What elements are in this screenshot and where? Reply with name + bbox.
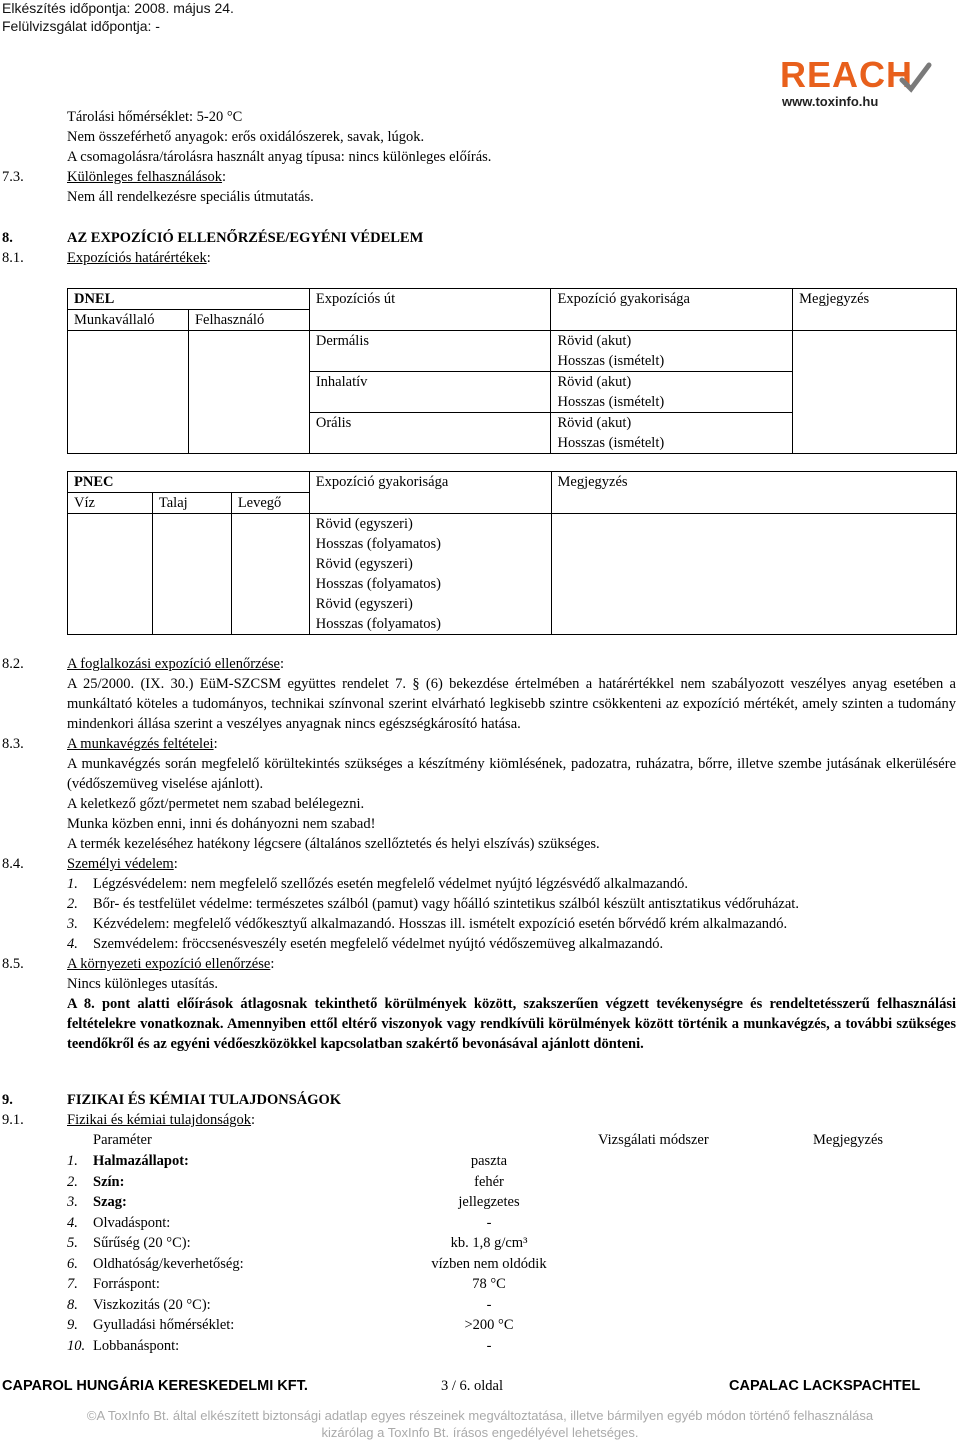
section-8-4-number: 8.4. (2, 856, 24, 872)
property-row (67, 1233, 667, 1254)
properties-list (67, 1151, 667, 1356)
property-value: >200 °C (464, 1317, 514, 1333)
property-number: 10. (67, 1337, 86, 1354)
property-value: 78 °C (472, 1276, 506, 1292)
dnel-frequency: Rövid (akut) Hosszas (ismételt) (551, 331, 793, 372)
section-8-3-number: 8.3. (2, 736, 24, 752)
dnel-table (67, 288, 957, 454)
property-row (67, 1336, 667, 1357)
pnec-table (67, 471, 957, 635)
property-label: Oldhatóság/keverhetőség: (93, 1255, 244, 1272)
section-8-title: AZ EXPOZÍCIÓ ELLENŐRZÉSE/EGYÉNI VÉDELEM (67, 230, 424, 246)
pnec-col-note: Megjegyzés (551, 472, 956, 514)
property-number: 2. (67, 1173, 78, 1190)
dnel-col-frequency: Expozíció gyakorisága (551, 289, 793, 331)
property-number: 5. (67, 1235, 78, 1251)
dnel-route: Dermális (309, 331, 551, 372)
section-8-5-title: A környezeti expozíció ellenőrzése: (67, 956, 275, 972)
section-8-2-text: A 25/2000. (IX. 30.) EüM-SZCSM együttes rendelet 7. § (6) bekezdése értelmében a határértékkel nem szabályozott veszélyes anyag esetében a munkáltató köteles a tudományos, technikai színvonal szerint elvárható legkisebb szintre csökkenteni az expozíció mértékét, amely szinten a tudomány mindenkori állása szerint a veszélyes anyagnak nincs egészségkárosító hatása. (67, 676, 956, 732)
pnec-sub-air: Levegő (231, 493, 309, 514)
property-label: Halmazállapot: (93, 1153, 189, 1169)
section-8-3-title: A munkavégzés feltételei: (67, 736, 218, 752)
list-item: 3. Kézvédelem: megfelelő védőkesztyű alkalmazandó. Hosszas ill. ismételt expozíció esetén bőrvédő krém alkalmazandó. (67, 916, 788, 932)
dnel-sub-user: Felhasználó (188, 310, 309, 331)
logo-word: REACH (780, 54, 914, 95)
property-row (67, 1151, 667, 1172)
dnel-frequency: Rövid (akut) Hosszas (ismételt) (551, 413, 793, 454)
section-9-number: 9. (2, 1092, 13, 1108)
property-row (67, 1295, 667, 1316)
property-value: vízben nem oldódik (431, 1255, 547, 1272)
property-number: 3. (67, 1194, 78, 1210)
col-note: Megjegyzés (813, 1132, 884, 1148)
property-label: Forráspont: (93, 1276, 160, 1292)
dnel-col-note: Megjegyzés (793, 289, 957, 331)
col-parameter: Paraméter (93, 1132, 152, 1148)
section-8-5-number: 8.5. (2, 956, 24, 972)
copyright-line-2: kizárólag a ToxInfo Bt. írásos engedélyével lehetséges. (321, 1425, 639, 1440)
property-number: 7. (67, 1276, 78, 1292)
table-row (68, 331, 957, 372)
section-7-3-text: Nem áll rendelkezésre speciális útmutatás. (67, 189, 314, 205)
property-row (67, 1192, 667, 1213)
property-number: 8. (67, 1296, 78, 1313)
section-8-1-title: Expozíciós határértékek: (67, 250, 211, 266)
pnec-col-frequency: Expozíció gyakorisága (309, 472, 551, 514)
property-value: jellegzetes (458, 1194, 520, 1210)
reach-logo (780, 54, 930, 110)
property-row (67, 1254, 667, 1275)
section-8-1-number: 8.1. (2, 250, 24, 266)
dnel-sub-worker: Munkavállaló (68, 310, 189, 331)
property-value: fehér (474, 1173, 504, 1190)
property-number: 6. (67, 1255, 78, 1272)
property-value: - (486, 1337, 492, 1354)
dnel-frequency: Rövid (akut) Hosszas (ismételt) (551, 372, 793, 413)
dnel-route: Orális (309, 413, 551, 454)
property-label: Sűrűség (20 °C): (93, 1235, 191, 1251)
footer-company: CAPAROL HUNGÁRIA KERESKEDELMI KFT. (2, 1378, 308, 1394)
list-item: 1. Légzésvédelem: nem megfelelő szellőzés esetén megfelelő védelmet nyújtó légzésvédő alkalmazandó. (67, 876, 689, 892)
pnec-frequency: Rövid (egyszeri) Hosszas (folyamatos) (309, 554, 551, 594)
property-label: Viszkozitás (20 °C): (93, 1296, 211, 1313)
storage-temp: Tárolási hőmérséklet: 5-20 °C (67, 109, 243, 125)
property-label: Gyulladási hőmérséklet: (93, 1317, 235, 1333)
section-7-3-number: 7.3. (2, 169, 24, 185)
logo-url: www.toxinfo.hu (782, 94, 879, 109)
section-8-3-text-c: Munka közben enni, inni és dohányozni nem szabad! (67, 816, 376, 832)
property-value: - (486, 1296, 492, 1313)
copyright-line-1: ©A ToxInfo Bt. által elkészített biztonsági adatlap egyes részeinek megváltoztatása, illetve bármilyen egyéb módon történő felhasználása (86, 1408, 874, 1423)
pnec-sub-soil: Talaj (152, 493, 231, 514)
section-8-3-text-a: A munkavégzés során megfelelő körültekintés szükséges a készítmény kiömlésének, padozatra, ruházatra, bőrre, illetve szembe jutásának elkerülésére (védőszemüveg viselése ajánlott). (67, 756, 956, 792)
dnel-header: DNEL (68, 289, 310, 310)
property-number: 9. (67, 1317, 78, 1333)
property-label: Szín: (93, 1173, 125, 1190)
list-item: 4. Szemvédelem: fröccsenésveszély esetén megfelelő védelmet nyújtó védőszemüveg alkalmazandó. (67, 936, 664, 952)
footer-product: CAPALAC LACKSPACHTEL (729, 1378, 921, 1394)
section-9-title: FIZIKAI ÉS KÉMIAI TULAJDONSÁGOK (67, 1092, 342, 1108)
section-8-3-text-b: A keletkező gőzt/permetet nem szabad belélegezni. (67, 796, 365, 812)
dnel-route: Inhalatív (309, 372, 551, 413)
list-item: 2. Bőr- és testfelület védelme: természetes szálból (pamut) vagy hőálló szintetikus szálból készült antisztatikus védőruházat. (67, 896, 799, 912)
packaging-material: A csomagolásra/tárolásra használt anyag típusa: nincs különleges előírás. (67, 149, 492, 165)
section-8-5-text: Nincs különleges utasítás. (67, 976, 219, 992)
property-row (67, 1274, 667, 1295)
revision-date: Felülvizsgálat időpontja: - (2, 18, 160, 34)
section-9-1-title: Fizikai és kémiai tulajdonságok: (67, 1112, 256, 1128)
section-8-2-title: A foglalkozási expozíció ellenőrzése: (67, 656, 285, 672)
section-8-4-title: Személyi védelem: (67, 856, 178, 872)
pnec-sub-water: Víz (68, 493, 153, 514)
property-value: paszta (470, 1153, 508, 1169)
property-row (67, 1213, 667, 1234)
section-8-number: 8. (2, 230, 13, 246)
footer-page: 3 / 6. oldal (441, 1378, 504, 1394)
property-row (67, 1172, 667, 1193)
property-number: 4. (67, 1214, 78, 1231)
pnec-frequency: Rövid (egyszeri) Hosszas (folyamatos) (309, 514, 551, 555)
pnec-header: PNEC (68, 472, 310, 493)
property-number: 1. (67, 1153, 78, 1169)
ppe-list (67, 874, 956, 954)
dnel-col-route: Expozíciós út (309, 289, 551, 331)
col-method: Vizsgálati módszer (598, 1132, 709, 1148)
section-8-3-text-d: A termék kezeléséhez hatékony légcsere (általános szellőztetés és helyi elszívás) szükséges. (67, 836, 600, 852)
property-value: kb. 1,8 g/cm³ (450, 1235, 528, 1251)
incompatible-materials: Nem összeférhető anyagok: erős oxidálószerek, savak, lúgok. (67, 129, 425, 145)
section-8-note: A 8. pont alatti előírások átlagosnak tekinthető körülmények között, szakszerűen végzett tevékenységre és rendeltetésszerű felhasználási feltételekre vonatkoznak. Amennyiben ettől eltérő viszonyok vagy rendkívüli körülmények között történik a munkavégzés, a további szükséges teendőkről és az egyéni védőeszközökkel kapcsolatban szakértő bevonásával ajánlott dönteni. (67, 996, 956, 1052)
checkmark-icon (898, 62, 932, 96)
issue-date: Elkészítés időpontja: 2008. május 24. (2, 0, 234, 16)
section-7-3-title: Különleges felhasználások: (67, 169, 227, 185)
property-label: Lobbanáspont: (93, 1337, 180, 1354)
property-value: - (486, 1214, 492, 1231)
section-8-2-number: 8.2. (2, 656, 24, 672)
property-label: Olvadáspont: (93, 1214, 171, 1231)
property-row (67, 1315, 667, 1336)
property-label: Szag: (93, 1194, 127, 1210)
pnec-frequency: Rövid (egyszeri) Hosszas (folyamatos) (309, 594, 551, 635)
section-9-1-number: 9.1. (2, 1112, 24, 1128)
